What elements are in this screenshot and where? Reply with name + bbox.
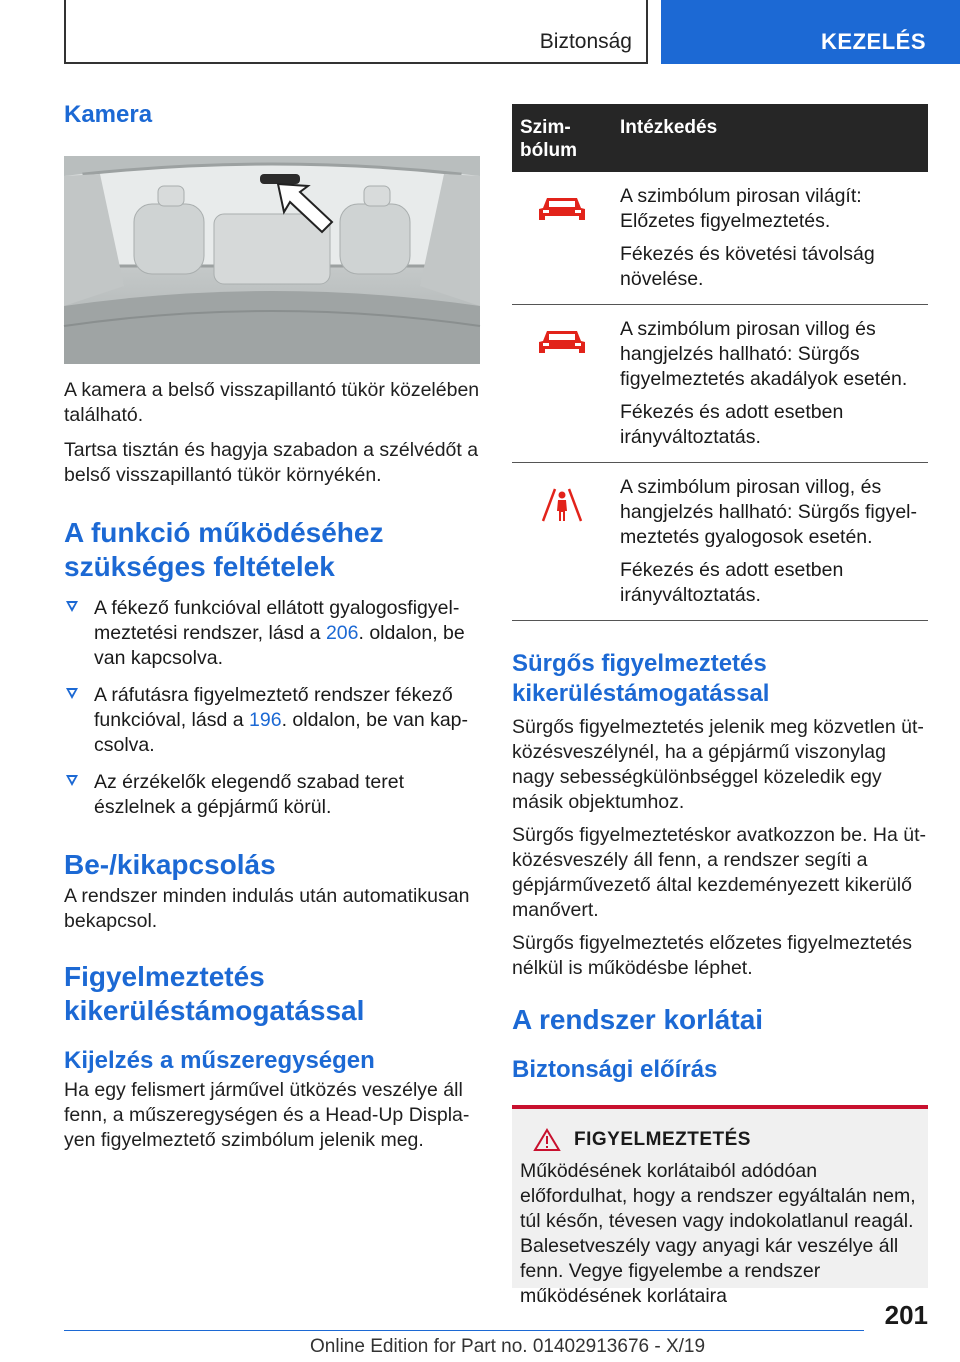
urgent-paragraph-3: Sürgős figyelmeztetés előzetes figyelmeztetés nélkül is működésbe léphet. <box>512 932 912 979</box>
list-item: A ráfutásra figyelmeztető rendszer fékező funkcióval, lásd a 196. oldalon, be van kapcsolva. <box>64 683 480 758</box>
warning-assist-heading: Figyelmeztetés kikerüléstámogatással <box>64 961 365 1026</box>
car-interior-illustration <box>64 156 480 364</box>
list-item: Az érzékelők elegendő szabad teret észlelnek a gépjármű körül. <box>64 770 480 820</box>
triangle-bullet-icon <box>66 775 78 786</box>
onoff-heading: Be-/kikapcsolás <box>64 849 276 880</box>
kamera-heading: Kamera <box>64 101 153 128</box>
triangle-bullet-icon <box>66 688 78 699</box>
table-row: A szimbólum pirosan villog és hangjelzés hallható: Sürgős figyelmeztetés akadályok esetén. Fékezés és adott esetben irányváltoztatás. <box>512 305 928 463</box>
warning-label: FIGYELMEZTETÉS <box>574 1129 751 1150</box>
table-header-action: Intézkedés <box>612 104 928 172</box>
table-header-symbol: Szimbólum <box>512 104 612 172</box>
page-link-196[interactable]: 196 <box>249 709 282 731</box>
car-front-icon <box>537 327 587 357</box>
display-heading: Kijelzés a műszeregységen <box>64 1047 375 1074</box>
car-front-icon <box>537 194 587 224</box>
limits-heading: A rendszer korlátai <box>512 1004 764 1035</box>
header-chapter-box <box>661 0 960 64</box>
table-row: A szimbólum pirosan világít: Előzetes figyelmeztetés. Fékezés és követési távolság növelése. <box>512 172 928 305</box>
list-item: A fékező funkcióval ellátott gyalogosfigyelmeztetési rendszer, lásd a 206. oldalon, be van kapcsolva. <box>64 596 480 671</box>
warning-text: Működésének korlátaiból adódóan előfordulhat, hogy a rendszer egyáltalán nem, túl későn, tévesen vagy indokolatlanul reagál. Balesetveszély vagy anyagi kár veszélye áll fenn. Vegye figyelembe a rendszer működésének korlátaira <box>520 1160 916 1307</box>
table-row: A szimbólum pirosan villog, és hangjelzés hallható: Sürgős figyelmeztetés gyalogosok esetén. Fékezés és adott esetben irányváltoztatás. <box>512 463 928 621</box>
warning-triangle-icon <box>534 1129 560 1151</box>
onoff-paragraph: A rendszer minden indulás után automatikusan bekapcsol. <box>64 885 470 932</box>
warning-box <box>512 1105 928 1307</box>
camera-location-photo <box>64 156 480 364</box>
left-column <box>64 100 480 1153</box>
header-chapter-title: KEZELÉS <box>821 29 926 54</box>
page-number: 201 <box>884 1300 928 1330</box>
urgent-paragraph-1: Sürgős figyelmeztetés jelenik meg közvetlen ütközésveszélynél, ha a gépjármű viszonylag nagy sebességkülönbséggel közeledik egy másik objektumhoz. <box>512 716 924 813</box>
safety-heading: Biztonsági előírás <box>512 1056 718 1083</box>
urgent-warning-heading: Sürgős figyelmeztetés kikerüléstámogatással <box>512 650 770 707</box>
kamera-paragraph-2: Tartsa tisztán és hagyja szabadon a szélvédőt a belső visszapillantó tükör környékén. <box>64 439 479 486</box>
conditions-heading: A funkció működéséhez szükséges feltételek <box>64 517 384 582</box>
urgent-paragraph-2: Sürgős figyelmeztetéskor avatkozzon be. Ha ütközésveszély áll fenn, a rendszer segíti a gépjárművezető által kezdeményezett kikerülő manővert. <box>512 824 927 921</box>
symbol-table <box>512 104 928 621</box>
kamera-paragraph-1: A kamera a belső visszapillantó tükör közelében található. <box>64 379 480 426</box>
page-link-206[interactable]: 206 <box>325 622 359 644</box>
right-column <box>512 104 928 1307</box>
header-section-box <box>64 0 648 64</box>
footer-divider <box>64 1330 864 1331</box>
conditions-list <box>64 596 480 820</box>
display-paragraph: Ha egy felismert járművel ütközés veszélye áll fenn, a műszeregységen és a Head-Up Displayen figyelmeztető szimbólum jelenik meg. <box>64 1079 470 1151</box>
header-section-title: Biztonság <box>539 30 632 53</box>
footer-text: Online Edition for Part no. 01402913676 - X/19 <box>310 1336 706 1357</box>
triangle-bullet-icon <box>66 601 78 612</box>
pedestrian-icon <box>537 485 587 525</box>
